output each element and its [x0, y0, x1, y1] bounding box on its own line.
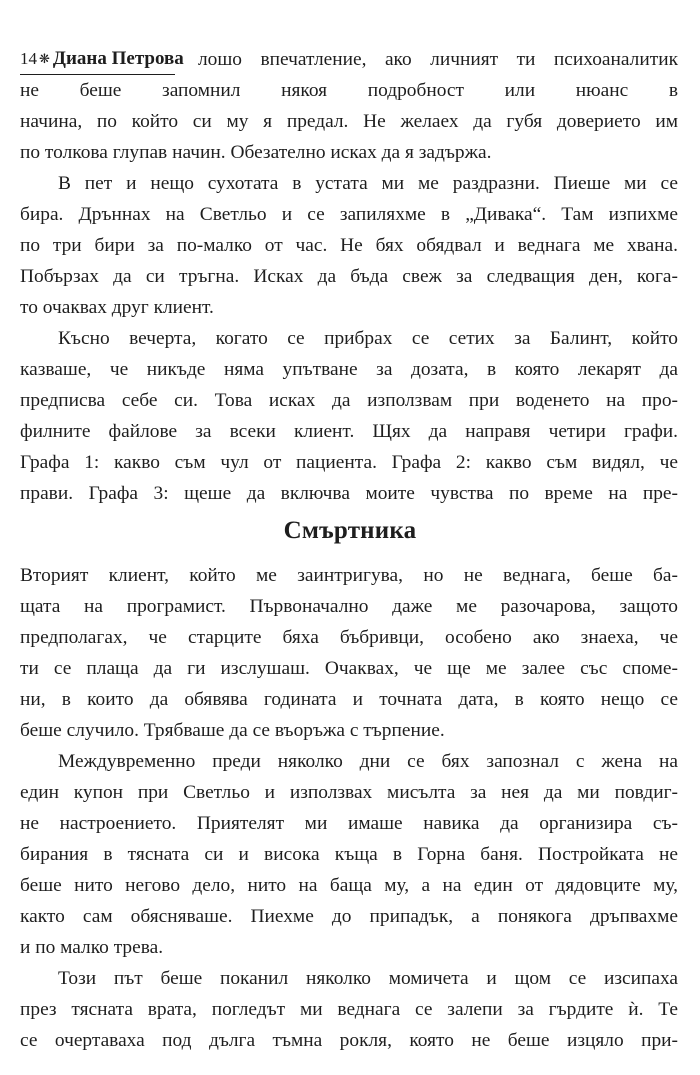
text-line: по три бири за по-малко от час. Не бях обядвал и веднага ме хвана. [20, 235, 678, 256]
text-line: ти се плаща да ги изслушаш. Очаквах, че ще ме залее със споме- [20, 658, 678, 679]
text-line: Вторият клиент, който ме заинтригува, но не веднага, беше ба- [20, 565, 678, 586]
text-line: щата на програмист. Първоначално даже ме разочарова, защото [20, 596, 678, 617]
text-line: В пет и нещо сухотата в устата ми ме раздразни. Пиеше ми се [58, 173, 678, 194]
text-line: прави. Графа 3: щеше да включва моите чувства по време на пре- [20, 483, 678, 504]
text-line: през тясната врата, погледът ми веднага се залепи за гърдите ѝ. Те [20, 999, 678, 1020]
text-line: не беше запомнил някоя подробност или нюанс в [20, 80, 678, 101]
text-line: един купон при Светльо и използвах мисълта за нея да ми повдиг- [20, 782, 678, 803]
running-head [20, 44, 184, 75]
text-line: по толкова глупав начин. Обезателно исках да я задържа. [20, 142, 492, 163]
text-line: Побързах да си тръгна. Исках да бъда свеж за следващия ден, кога- [20, 266, 678, 287]
ornament-separator: ❋ [39, 51, 50, 66]
text-line: беше случило. Трябваше да се въоръжа с търпение. [20, 720, 445, 741]
text-line: беше нито негово дело, нито на баща му, а на един от дядовците му, [20, 875, 678, 896]
text-line: казваше, че никъде няма упътване за дозата, в която лекарят да [20, 359, 678, 380]
text-line: бира. Дръннах на Светльо и се запиляхме в „Дивака“. Там изпихме [20, 204, 678, 225]
text-line: Графа 1: какво съм чул от пациента. Графа 2: какво съм видял, че [20, 452, 678, 473]
text-line: предполагах, че старците бяха бъбривци, особено ако знаеха, че [20, 627, 678, 648]
text-line: то очаквах друг клиент. [20, 297, 214, 318]
text-line: се очертаваха под дълга тъмна рокля, която не беше изцяло при- [20, 1030, 678, 1051]
author-name: Диана Петрова [52, 48, 184, 69]
chapter-heading: Смъртника [283, 517, 417, 544]
text-line: и по малко трева. [20, 937, 164, 958]
text-line: Късно вечерта, когато се прибрах се сетих за Балинт, който [58, 328, 678, 349]
text-line: Междувременно преди няколко дни се бях запознал с жена на [58, 751, 678, 772]
text-line: предписва себе си. Това исках да използвам при воденето на про- [20, 390, 678, 411]
page-number: 14 [20, 49, 37, 68]
text-line: начина, по който си му я предал. Не желаех да губя доверието им [20, 111, 678, 132]
text-line: лошо впечатление, ако личният ти психоаналитик [198, 49, 678, 70]
text-line: не настроението. Приятелят ми имаше навика да организира съ- [20, 813, 678, 834]
text-line: бирания в тясната си и висока къща в Горна баня. Постройката не [20, 844, 678, 865]
text-line: както сам обясняваше. Пиехме до припадък, а понякога дръпвахме [20, 906, 678, 927]
text-line: ни, в които да обявява годината и точната дата, в която нещо се [20, 689, 678, 710]
text-line: Този път беше поканил няколко момичета и щом се изсипаха [58, 968, 678, 989]
text-line: филните файлове за всеки клиент. Щях да направя четири графи. [20, 421, 678, 442]
